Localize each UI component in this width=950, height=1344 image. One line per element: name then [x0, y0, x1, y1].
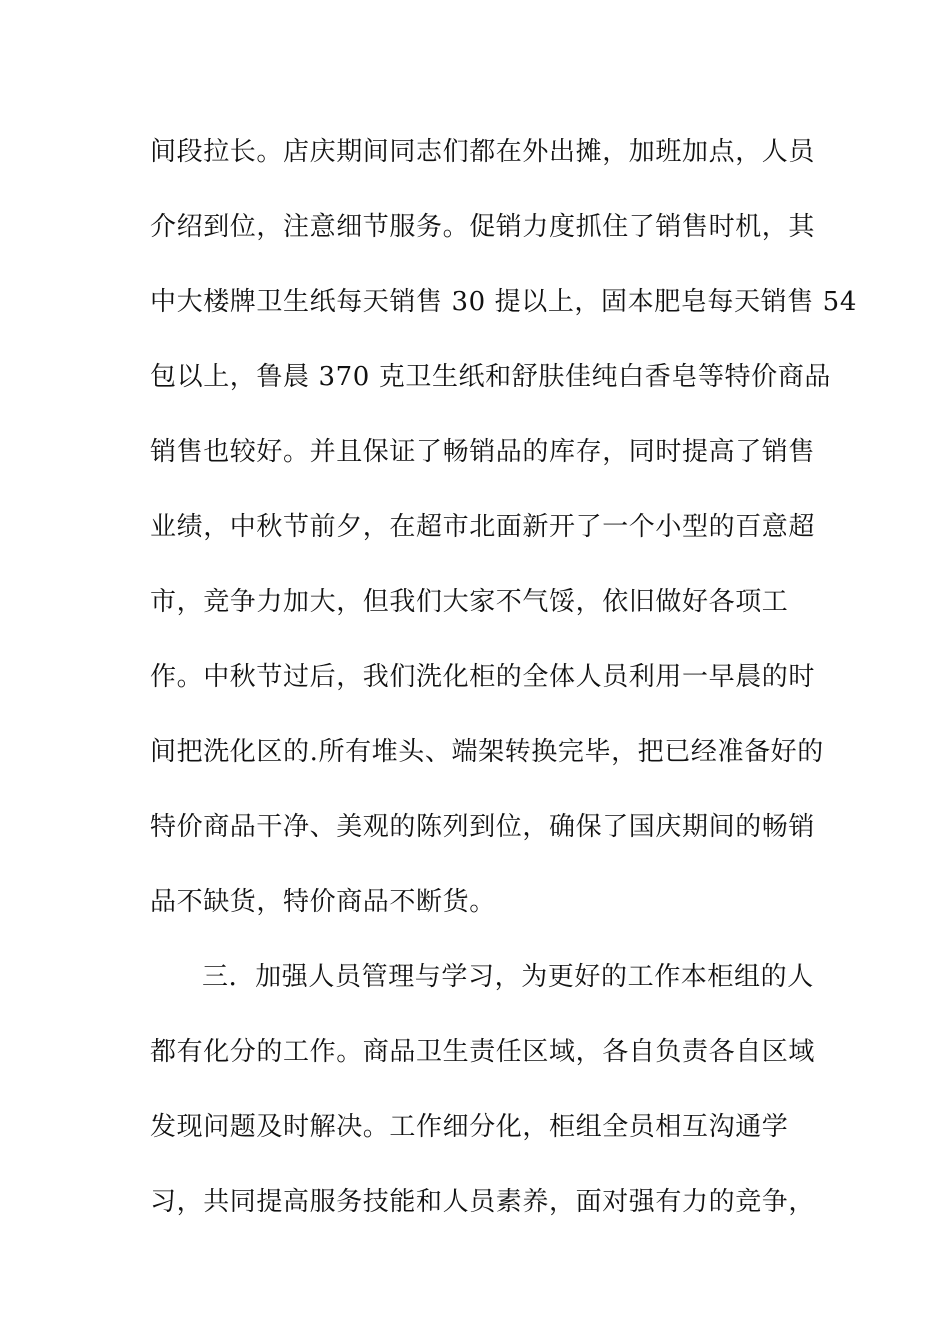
paragraph-line: 作。中秋节过后，我们洗化柜的全体人员利用一早晨的时: [150, 662, 816, 692]
paragraph-line: 销售也较好。并且保证了畅销品的库存，同时提高了销售: [150, 437, 816, 467]
paragraph-line: 中大楼牌卫生纸每天销售 30 提以上，固本肥皂每天销售 54: [150, 287, 857, 317]
paragraph-line: 业绩，中秋节前夕，在超市北面新开了一个小型的百意超: [150, 512, 816, 542]
paragraph-line: 发现问题及时解决。工作细分化，柜组全员相互沟通学: [150, 1112, 789, 1142]
paragraph-line: 品不缺货，特价商品不断货。: [150, 887, 496, 917]
paragraph-line: 间段拉长。店庆期间同志们都在外出摊，加班加点，人员: [150, 137, 816, 167]
paragraph-line: 介绍到位，注意细节服务。促销力度抓住了销售时机，其: [150, 212, 816, 242]
paragraph-line: 间把洗化区的.所有堆头、端架转换完毕，把已经准备好的: [150, 737, 824, 767]
section-heading-line: 三．加强人员管理与学习，为更好的工作本柜组的人: [202, 962, 814, 992]
paragraph-line: 习，共同提高服务技能和人员素养，面对强有力的竞争，: [150, 1187, 816, 1217]
paragraph-line: 都有化分的工作。商品卫生责任区域，各自负责各自区域: [150, 1037, 816, 1067]
paragraph-line: 包以上，鲁晨 370 克卫生纸和舒肤佳纯白香皂等特价商品: [150, 362, 831, 392]
paragraph-line: 特价商品干净、美观的陈列到位，确保了国庆期间的畅销: [150, 812, 816, 842]
paragraph-line: 市，竞争力加大，但我们大家不气馁，依旧做好各项工: [150, 587, 789, 617]
